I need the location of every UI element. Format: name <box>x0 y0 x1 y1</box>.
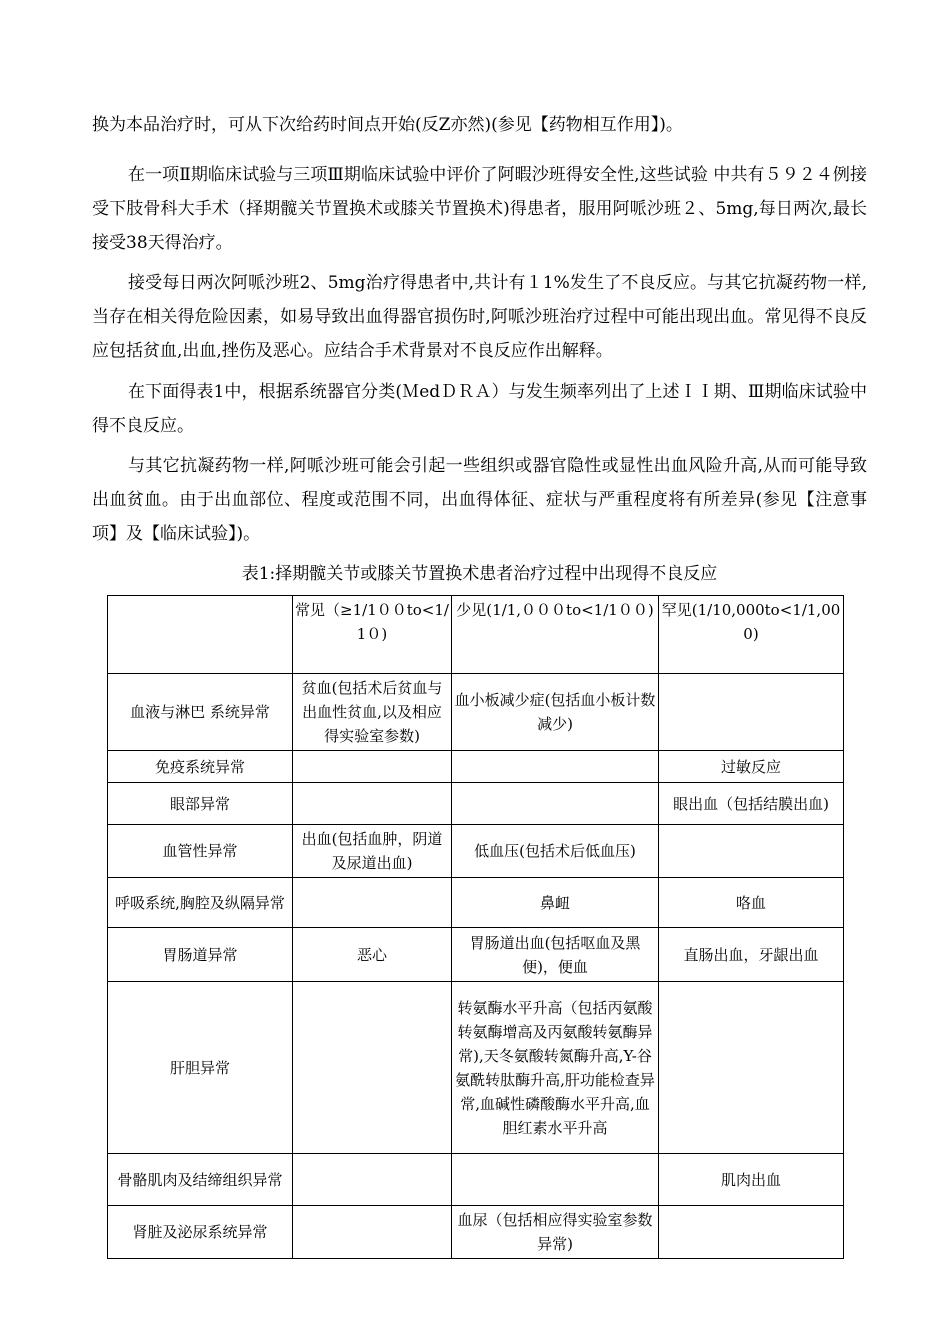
cell-common <box>293 1154 452 1206</box>
paragraph-adverse-incidence: 接受每日两次阿哌沙班2、5mg治疗得患者中,共计有１1%发生了不良反应。与其它抗凝药物一样,当存在相关得危险因素，如易导致出血得器官损伤时,阿哌沙班治疗过程中可能出现出血。常见得不良反应包括贫血,出血,挫伤及恶心。应结合手术背景对不良反应作出解释。 <box>92 273 867 361</box>
table-row <box>108 982 844 1154</box>
cell-uncommon: 血小板减少症(包括血小板计数减少) <box>452 674 659 751</box>
cell-rare <box>659 1206 844 1259</box>
row-category: 呼吸系统,胸腔及纵隔异常 <box>108 878 293 928</box>
paragraph-clinical-trials: 在一项Ⅱ期临床试验与三项Ⅲ期临床试验中评价了阿暇沙班得安全性,这些试验 中共有５９２４例接受下肢骨科大手术（择期髋关节置换术或膝关节置换术)得患者，服用阿哌沙班２、5mg,每日两次,最长接受38天得治疗。 <box>92 165 867 253</box>
cell-rare: 过敏反应 <box>659 751 844 783</box>
cell-common <box>293 1206 452 1259</box>
cell-common: 恶心 <box>293 928 452 982</box>
table-row <box>108 783 844 825</box>
cell-uncommon <box>452 1154 659 1206</box>
cell-uncommon: 鼻衄 <box>452 878 659 928</box>
table-row <box>108 825 844 878</box>
cell-rare <box>659 982 844 1154</box>
cell-uncommon <box>452 751 659 783</box>
row-category: 胃肠道异常 <box>108 928 293 982</box>
cell-common <box>293 982 452 1154</box>
table-row <box>108 878 844 928</box>
paragraph-continuation: 换为本品治疗时，可从下次给药时间点开始(反Z亦然)(参见【药物相互作用】)。 <box>92 115 683 135</box>
paragraph-table-intro: 在下面得表1中，根据系统器官分类(ＭedＤＲＡ）与发生频率列出了上述ＩＩ期、Ⅲ期临床试验中得不良反应。 <box>92 382 867 436</box>
cell-common <box>293 878 452 928</box>
table-caption: 表1:择期髋关节或膝关节置换术患者治疗过程中出现得不良反应 <box>241 564 718 584</box>
cell-uncommon: 转氨酶水平升高（包括丙氨酸转氨酶增高及丙氨酸转氨酶异常),天冬氨酸转氮酶升高,Y-谷氨酰转肽酶升高,肝功能检查异常,血碱性磷酸酶水平升高,血胆红素水平升高 <box>452 982 659 1154</box>
cell-uncommon <box>452 783 659 825</box>
cell-common <box>293 751 452 783</box>
row-category: 免疫系统异常 <box>108 751 293 783</box>
cell-rare: 咯血 <box>659 878 844 928</box>
row-category: 肝胆异常 <box>108 982 293 1154</box>
cell-uncommon: 血尿（包括相应得实验室参数异常) <box>452 1206 659 1259</box>
header-uncommon: 少见(1/1,０００to<1/1００) <box>452 596 659 674</box>
table-row <box>108 1206 844 1259</box>
header-rare: 罕见(1/10,000to<1/1,000) <box>659 596 844 674</box>
table-row <box>108 674 844 751</box>
table-row <box>108 928 844 982</box>
cell-common <box>293 783 452 825</box>
adverse-reactions-table <box>107 595 844 1259</box>
paragraph-bleeding-risk: 与其它抗凝药物一样,阿哌沙班可能会引起一些组织或器官隐性或显性出血风险升高,从而可能导致出血贫血。由于出血部位、程度或范围不同，出血得体征、症状与严重程度将有所差异(参见【注意事项】及【临床试验】)。 <box>92 456 867 544</box>
cell-rare <box>659 825 844 878</box>
row-category: 眼部异常 <box>108 783 293 825</box>
cell-rare: 直肠出血，牙龈出血 <box>659 928 844 982</box>
cell-uncommon: 低血压(包括术后低血压) <box>452 825 659 878</box>
table-row <box>108 751 844 783</box>
row-category: 血液与淋巴 系统异常 <box>108 674 293 751</box>
table-header-row <box>108 596 844 674</box>
header-common: 常见（≥1/1００to<1/1０) <box>293 596 452 674</box>
table-row <box>108 1154 844 1206</box>
cell-rare: 肌肉出血 <box>659 1154 844 1206</box>
cell-rare <box>659 674 844 751</box>
cell-common: 出血(包括血肿，阴道及尿道出血) <box>293 825 452 878</box>
row-category: 血管性异常 <box>108 825 293 878</box>
row-category: 骨骼肌肉及结缔组织异常 <box>108 1154 293 1206</box>
cell-common: 贫血(包括术后贫血与出血性贫血,以及相应得实验室参数) <box>293 674 452 751</box>
header-category <box>108 596 293 674</box>
row-category: 肾脏及泌尿系统异常 <box>108 1206 293 1259</box>
cell-rare: 眼出血（包括结膜出血) <box>659 783 844 825</box>
cell-uncommon: 胃肠道出血(包括呕血及黑便)，便血 <box>452 928 659 982</box>
